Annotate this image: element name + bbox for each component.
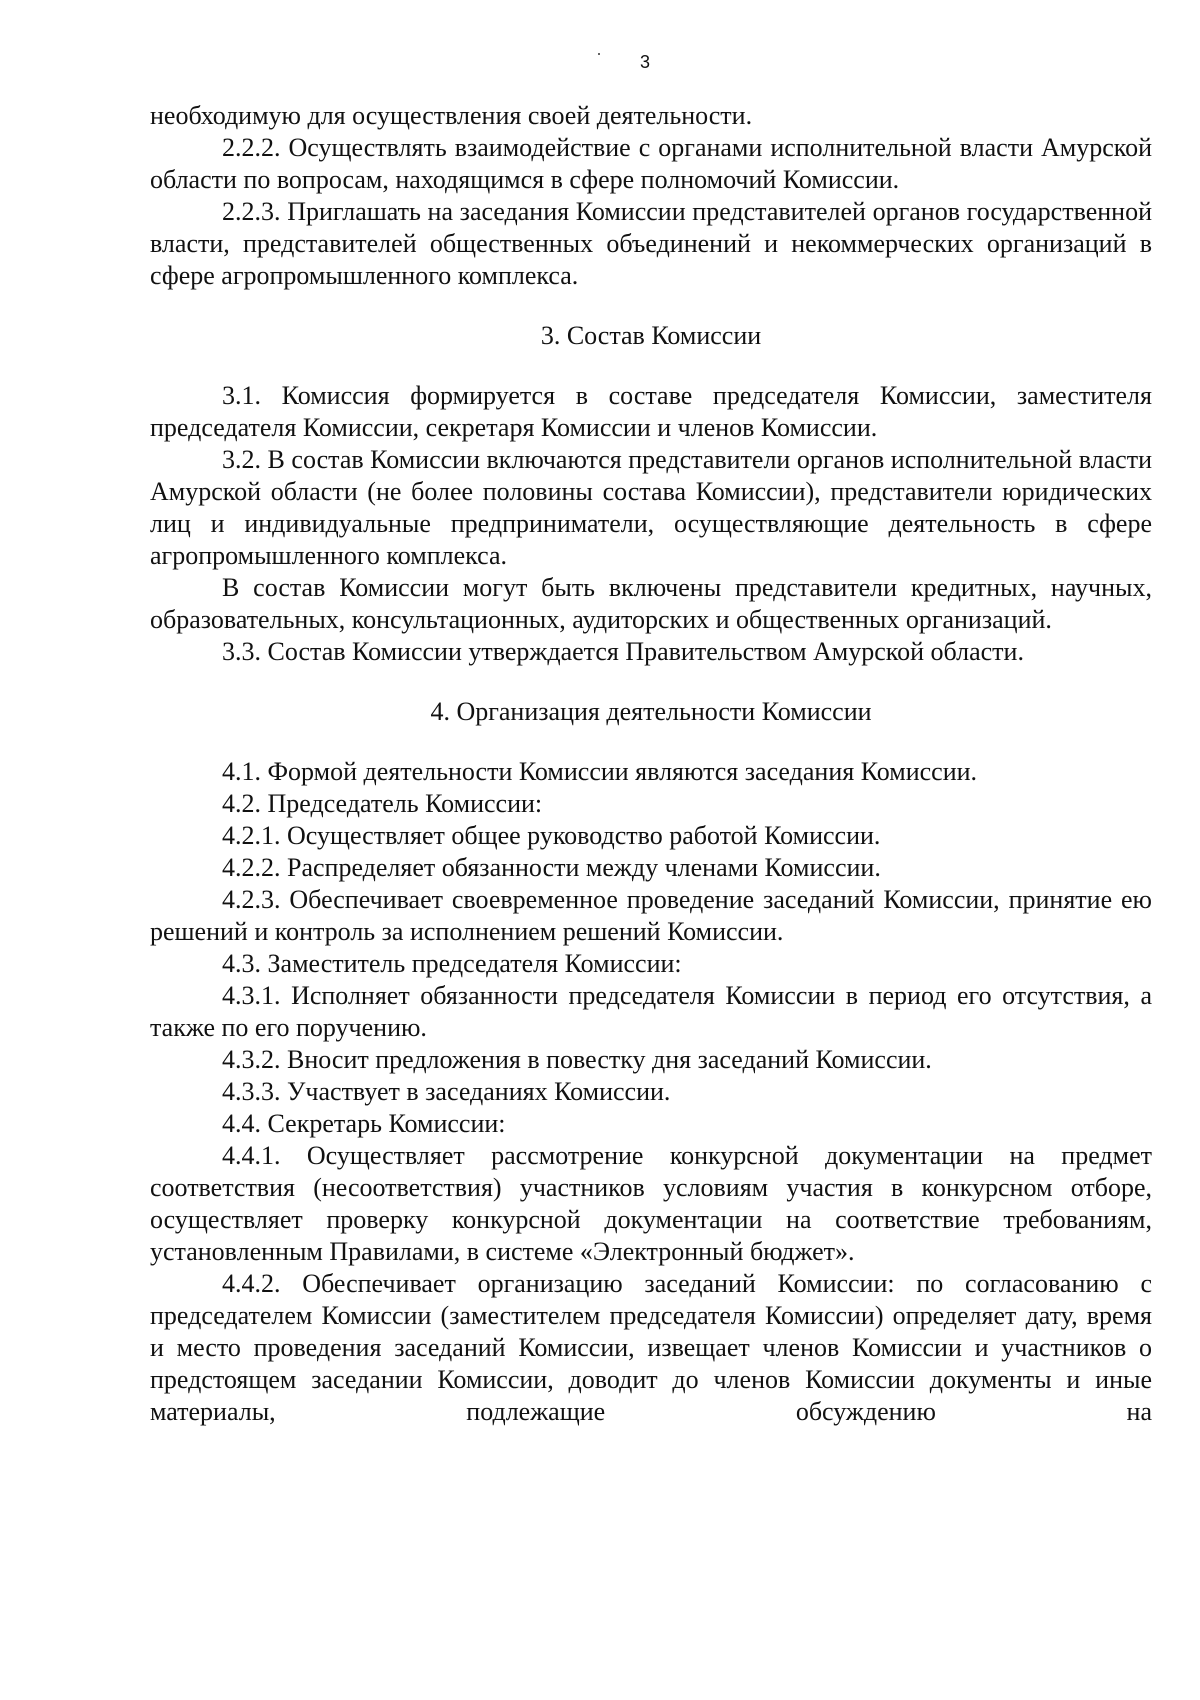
section-heading-4: 4. Организация деятельности Комиссии: [430, 697, 872, 726]
paragraph-3-3: 3.3. Состав Комиссии утверждается Правительством Амурской области.: [222, 637, 1024, 666]
paragraph-4-3-3: 4.3.3. Участвует в заседаниях Комиссии.: [222, 1077, 671, 1106]
document-body: [150, 100, 1152, 1428]
paragraph-3-2: 3.2. В состав Комиссии включаются представители органов исполнительной власти Амурской области (не более половины состава Комиссии), представители юридических лиц и индивидуальные предприниматели, осуществляющие деятельность в сфере агропромышленного комплекса.: [150, 445, 1152, 570]
section-heading-3: 3. Состав Комиссии: [540, 321, 762, 350]
paragraph-4-1: 4.1. Формой деятельности Комиссии являются заседания Комиссии.: [222, 757, 978, 786]
paragraph-4-4-1: 4.4.1. Осуществляет рассмотрение конкурсной документации на предмет соответствия (несоответствия) участников условиям участия в конкурсном отборе, осуществляет проверку конкурсной документации на соответствие требованиям, установленным Правилами, в системе «Электронный бюджет».: [150, 1141, 1152, 1266]
paragraph-4-2: 4.2. Председатель Комиссии:: [222, 789, 543, 818]
paragraph-4-2-3: 4.2.3. Обеспечивает своевременное проведение заседаний Комиссии, принятие ею решений и контроль за исполнением решений Комиссии.: [150, 885, 1152, 946]
paragraph-4-2-1: 4.2.1. Осуществляет общее руководство работой Комиссии.: [222, 821, 881, 850]
paragraph-4-3: 4.3. Заместитель председателя Комиссии:: [222, 949, 682, 978]
paragraph-3-2-addendum: В состав Комиссии могут быть включены представители кредитных, научных, образовательных, консультационных, аудиторских и общественных организаций.: [150, 573, 1152, 634]
paragraph-2-2-3: 2.2.3. Приглашать на заседания Комиссии представителей органов государственной власти, представителей общественных объединений и некоммерческих организаций в сфере агропромышленного комплекса.: [150, 197, 1152, 290]
page-number: 3: [640, 52, 651, 72]
scan-speck: [598, 53, 600, 55]
paragraph-4-4: 4.4. Секретарь Комиссии:: [222, 1109, 506, 1138]
paragraph-4-3-1: 4.3.1. Исполняет обязанности председателя Комиссии в период его отсутствия, а также по его поручению.: [150, 981, 1152, 1042]
paragraph-4-3-2: 4.3.2. Вносит предложения в повестку дня заседаний Комиссии.: [222, 1045, 932, 1074]
paragraph-continuation: необходимую для осуществления своей деятельности.: [150, 101, 753, 130]
paragraph-4-4-2: 4.4.2. Обеспечивает организацию заседаний Комиссии: по согласованию с председателем Комиссии (заместителем председателя Комиссии) определяет дату, время и место проведения заседаний Комиссии, извещает членов Комиссии и участников о предстоящем заседании Комиссии, доводит до членов Комиссии документы и иные материалы, подлежащие обсуждению на: [150, 1269, 1152, 1426]
paragraph-2-2-2: 2.2.2. Осуществлять взаимодействие с органами исполнительной власти Амурской области по вопросам, находящимся в сфере полномочий Комиссии.: [150, 133, 1152, 194]
paragraph-4-2-2: 4.2.2. Распределяет обязанности между членами Комиссии.: [222, 853, 881, 882]
paragraph-3-1: 3.1. Комиссия формируется в составе председателя Комиссии, заместителя председателя Комиссии, секретаря Комиссии и членов Комиссии.: [150, 381, 1152, 442]
